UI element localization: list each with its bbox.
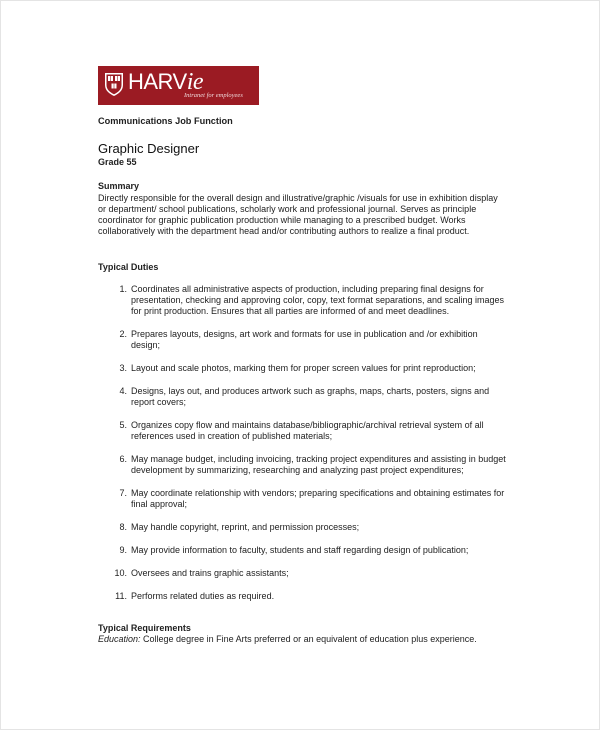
list-item — [98, 591, 507, 602]
list-item-number: 6. — [119, 454, 127, 464]
list-item — [98, 420, 507, 442]
list-item-text: Layout and scale photos, marking them for proper screen values for print reproduction; — [131, 363, 476, 373]
list-item-text: May manage budget, including invoicing, tracking project expenditures and assisting in budget development by summarizing, researching and analyzing past project expenditures; — [131, 454, 506, 475]
job-function-heading: Communications Job Function — [98, 116, 233, 126]
list-item-number: 9. — [119, 545, 127, 555]
page-title: Graphic Designer — [98, 141, 200, 156]
list-item-number: 4. — [119, 386, 127, 396]
logo-brand: HARVie — [128, 69, 204, 95]
grade-label: Grade 55 — [98, 157, 137, 167]
summary-text: Directly responsible for the overall design and illustrative/graphic /visuals for use in exhibition display or department/ school publications, scholarly work and professional journal. Serves as principle coordinator for graphic publication production while managing to a prescribed budget. Works collaboratively with the department head and/or contributing authors to realize a final product. — [98, 193, 498, 236]
harvard-shield-icon — [104, 72, 124, 97]
education-label: Education: — [98, 634, 141, 644]
list-item — [98, 488, 507, 510]
list-item-text: Prepares layouts, designs, art work and formats for use in publication and /or exhibition design; — [131, 329, 478, 350]
list-item-text: Designs, lays out, and produces artwork such as graphs, maps, charts, posters, signs and report covers; — [131, 386, 490, 407]
list-item-text: Oversees and trains graphic assistants; — [131, 568, 289, 578]
document-body — [98, 116, 508, 645]
list-item-number: 2. — [119, 329, 127, 339]
list-item-number: 1. — [119, 284, 127, 294]
list-item — [98, 454, 507, 476]
education-requirement — [98, 634, 508, 645]
list-item-number: 3. — [119, 363, 127, 373]
list-item-text: Performs related duties as required. — [131, 591, 275, 601]
list-item — [98, 363, 507, 374]
list-item-text: Coordinates all administrative aspects of production, including preparing final designs for presentation, checking and approving color, copy, text format separations, and scaling images for print production. Ensures that all parties are informed of and meet deadlines. — [131, 284, 505, 316]
list-item — [98, 522, 507, 533]
list-item-number: 5. — [119, 420, 127, 430]
list-item-text: May provide information to faculty, students and staff regarding design of publication; — [131, 545, 469, 555]
harvie-logo — [98, 66, 259, 105]
requirements-heading: Typical Requirements — [98, 623, 191, 633]
list-item-number: 11. — [115, 591, 127, 601]
list-item — [98, 568, 507, 579]
list-item-text: May handle copyright, reprint, and permission processes; — [131, 522, 360, 532]
list-item-number: 8. — [119, 522, 127, 532]
list-item-number: 7. — [119, 488, 127, 498]
list-item-text: May coordinate relationship with vendors; preparing specifications and obtaining estimates for final approval; — [131, 488, 505, 509]
list-item — [98, 284, 507, 317]
list-item-number: 10. — [114, 568, 127, 578]
list-item — [98, 329, 507, 351]
list-item-text: Organizes copy flow and maintains database/bibliographic/archival retrieval system of all references used in creation of published materials; — [131, 420, 484, 441]
list-item — [98, 386, 507, 408]
duties-heading: Typical Duties — [98, 262, 159, 272]
logo-tagline: Intranet for employees — [184, 92, 243, 99]
duties-list — [98, 284, 508, 602]
list-item — [98, 545, 507, 556]
summary-heading: Summary — [98, 181, 140, 191]
education-text: College degree in Fine Arts preferred or an equivalent of education plus experience. — [140, 634, 477, 644]
